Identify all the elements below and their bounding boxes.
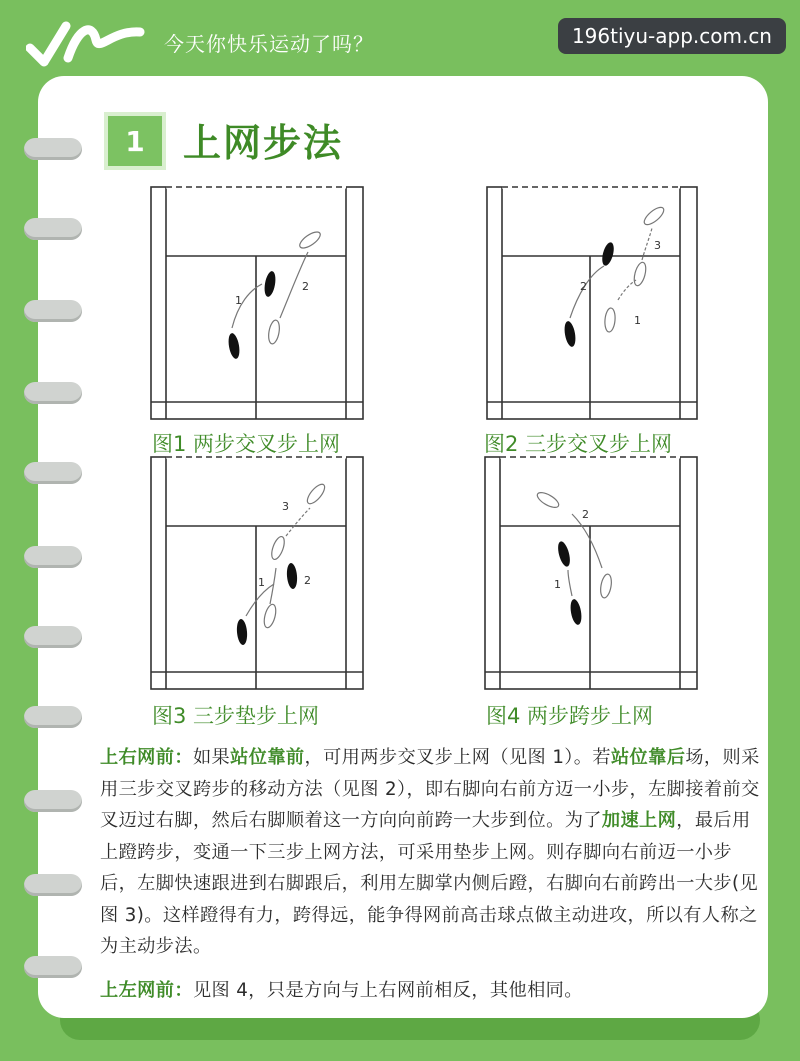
text-run: 上左网前： [100, 979, 193, 1001]
step-label: 2 [302, 280, 309, 293]
text-run: ，可用两步交叉步上网（见图 1）。若 [304, 747, 611, 768]
footprint-icon [267, 319, 281, 344]
header-slogan: 今天你快乐运动了吗？ [164, 32, 374, 56]
body-text [100, 742, 768, 1006]
text-run: 站位靠后 [610, 747, 686, 768]
paragraph-left-front-court [100, 975, 768, 1007]
step-label: 3 [282, 500, 289, 513]
footprint-icon [297, 229, 322, 251]
footprint-icon [269, 535, 287, 561]
text-run: 场，则采用三步交叉跨步的移动方法（见图 2），即右脚向右前方迈一小步，左脚接着前交叉迈过右脚，然后右脚顺着这一方向向前跨一大步到位。为了 [100, 747, 760, 831]
text-run: 站位靠前 [230, 747, 305, 768]
section-number: 1 [104, 112, 166, 170]
figure-4-caption: 图4 两步跨步上网 [486, 704, 654, 728]
step-label: 2 [580, 280, 587, 293]
binder-ring [24, 874, 82, 896]
checkmark-logo-icon [26, 18, 146, 68]
figure-4-court-diagram [484, 456, 698, 692]
step-label: 1 [554, 578, 561, 591]
binder-ring [24, 462, 82, 484]
figure-2-caption: 图2 三步交叉步上网 [484, 432, 673, 456]
footprint-icon [236, 619, 248, 646]
figure-3-court-diagram [150, 456, 364, 692]
binder-ring [24, 706, 82, 728]
binder-ring [24, 546, 82, 568]
text-run: 见图 4，只是方向与上右网前相反，其他相同。 [192, 979, 583, 1001]
binder-ring [24, 300, 82, 322]
text-run: 上右网前： [100, 747, 193, 768]
text-run: ，最后用上蹬跨步，变通一下三步上网方法，可采用垫步上网。则存脚向右前迈一小步后，左脚快速跟进到右脚跟后，利用左脚掌内侧后蹬，右脚向右前跨出一大步(见图 3)。这样蹬得有力，跨得远，能争得网前高击球点做主动进攻，所以有人称之为主动步法。 [100, 810, 759, 957]
footprint-icon [604, 308, 616, 333]
binder-ring [24, 626, 82, 648]
footprint-icon [642, 204, 667, 227]
step-label: 1 [235, 294, 242, 307]
paragraph-right-front-court [100, 742, 768, 963]
footprint-icon [632, 261, 648, 287]
step-label: 1 [634, 314, 641, 327]
footprint-icon [286, 563, 298, 590]
footprint-icon [262, 603, 278, 629]
binder-ring [24, 790, 82, 812]
figure-1-caption: 图1 两步交叉步上网 [152, 432, 341, 456]
footprint-icon [263, 270, 277, 297]
figure-1-court-diagram [150, 186, 364, 422]
text-run: 加速上网 [601, 810, 677, 831]
section-title: 上网步法 [183, 121, 344, 165]
watermark-badge: 196tiyu-app.com.cn [558, 18, 786, 54]
binder-ring [24, 382, 82, 404]
step-label: 2 [304, 574, 311, 587]
step-label: 2 [582, 508, 589, 521]
figure-2-court-diagram [486, 186, 698, 422]
figure-3-caption: 图3 三步垫步上网 [152, 704, 320, 728]
footprint-icon [556, 540, 572, 568]
text-run: 如果 [192, 747, 231, 768]
footprint-icon [227, 332, 241, 359]
footprint-icon [304, 482, 327, 507]
footprint-icon [535, 490, 561, 511]
footprint-icon [563, 320, 577, 347]
step-label: 1 [258, 576, 265, 589]
binder-ring [24, 138, 82, 160]
footprint-icon [569, 598, 583, 625]
footprint-icon [599, 573, 613, 598]
binder-ring [24, 218, 82, 240]
binder-ring [24, 956, 82, 978]
footprint-icon [600, 241, 616, 267]
step-label: 3 [654, 239, 661, 252]
